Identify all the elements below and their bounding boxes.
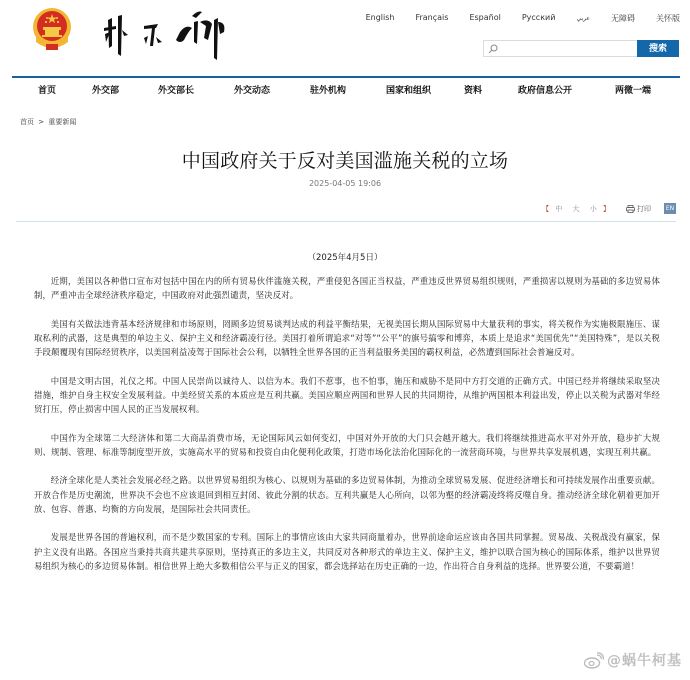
article-paragraph: 中国作为全球第二大经济体和第二大商品消费市场，无论国际风云如何变幻，中国对外开放的大门只会越开越大。我们将继续推进高水平对外开放，稳步扩大规则、规制、管理、标准等制度型开放，实施高水平的贸易和投资自由化便利化政策，打造市场化法治化国际化的一流营商环境，与世界共享发展机遇，实现互利共赢。 xyxy=(34,432,660,458)
english-version-button[interactable]: EN xyxy=(665,205,675,212)
weibo-icon xyxy=(584,652,604,669)
site-header xyxy=(0,0,690,82)
font-size-small[interactable]: 小 xyxy=(589,204,597,213)
bracket-open: 【 xyxy=(542,204,550,213)
article-divider xyxy=(16,221,676,222)
font-size-switcher xyxy=(542,204,610,214)
breadcrumb-home[interactable]: 首页 xyxy=(20,118,34,126)
watermark-text: @蜗牛柯基 xyxy=(607,653,682,669)
print-button[interactable] xyxy=(626,204,651,214)
printer-icon xyxy=(626,205,635,213)
language-bar xyxy=(345,13,680,24)
article-paragraph: 经济全球化是人类社会发展必经之路。以世界贸易组织为核心、以规则为基础的多边贸易体制，为推动全球贸易发展、促进经济增长和可持续发展作出重要贡献。开放合作是历史潮流，世界决不会也不应该退回到相互封闭、彼此分割的状态。互利共赢是人心所向，以邻为壑的经济霸凌终将反噬自身。推动经济全球化朝着更加开放、包容、普惠、均衡的方向发展，是国际社会共同责任。 xyxy=(34,475,660,515)
lang-spanish[interactable]: Español xyxy=(469,13,501,22)
lang-arabic[interactable]: عربي xyxy=(576,15,590,22)
article-tools xyxy=(542,203,676,214)
print-label: 打印 xyxy=(637,204,651,213)
lang-english[interactable]: English xyxy=(365,13,395,22)
breadcrumb-section[interactable]: 重要新闻 xyxy=(48,118,77,126)
font-size-medium[interactable]: 大 xyxy=(572,204,580,213)
accessibility-link[interactable]: 无障碍 xyxy=(611,14,635,23)
lang-french[interactable]: Français xyxy=(415,13,449,22)
nav-item-home[interactable]: 首页 xyxy=(38,86,57,96)
article-title: 中国政府关于反对美国滥施关税的立场 xyxy=(181,150,509,172)
article-dateline: （2025年4月5日） xyxy=(307,253,383,263)
article-body xyxy=(34,274,660,587)
nav-item-diplomatic-news[interactable]: 外交动态 xyxy=(234,86,271,96)
search-icon xyxy=(488,44,498,54)
article-paragraph: 发展是世界各国的普遍权利，而不是少数国家的专利。国际上的事情应该由大家共同商量着办，世界前途命运应该由各国共同掌握。贸易战、关税战没有赢家，保护主义没有出路。各国应当秉持共商共建共享原则，坚持真正的多边主义，共同反对各种形式的单边主义、保护主义，维护以联合国为核心的国际体系，维护以世界贸易组织为核心的多边贸易体制。相信世界上绝大多数相信公平与正义的国家，都会选择站在历史正确的一边，作出符合自身利益的选择。世界要公道，不要霸道！ xyxy=(34,532,660,572)
bracket-close: 】 xyxy=(603,204,610,213)
font-size-large[interactable]: 中 xyxy=(555,204,563,213)
nav-item-countries-organizations[interactable]: 国家和组织 xyxy=(386,86,432,96)
article-paragraph: 中国是文明古国，礼仪之邦。中国人民崇尚以诚待人、以信为本。我们不惹事，也不怕事，施压和威胁不是同中方打交道的正确方式。中国已经并将继续采取坚决措施，维护自身主权安全发展利益。中美经贸关系的本质应是互利共赢。美国应顺应两国和世界人民的共同期待，从维护两国根本利益出发，停止以关税为武器对华经贸打压，停止损害中国人民的正当发展权利。 xyxy=(34,375,660,415)
lang-russian[interactable]: Русский xyxy=(521,13,556,22)
nav-item-social-media[interactable]: 两微一端 xyxy=(615,86,652,96)
ministry-logo-calligraphy[interactable] xyxy=(100,4,240,62)
nav-item-government-info[interactable]: 政府信息公开 xyxy=(518,86,573,96)
breadcrumb xyxy=(20,117,76,127)
nav-item-missions-abroad[interactable]: 驻外机构 xyxy=(310,86,347,96)
search-button[interactable]: 搜索 xyxy=(637,40,679,57)
national-emblem-icon[interactable] xyxy=(32,6,72,52)
breadcrumb-separator: > xyxy=(38,118,45,126)
search-box xyxy=(483,40,679,57)
weibo-watermark xyxy=(584,650,682,670)
elderly-care-version-link[interactable]: 关怀版 xyxy=(656,14,680,23)
search-input[interactable] xyxy=(500,41,620,56)
article-paragraph: 美国有关做法违背基本经济规律和市场原则，罔顾多边贸易谈判达成的利益平衡结果，无视美国长期从国际贸易中大量获利的事实，将关税作为实施极限施压、谋取私利的武器，这是典型的单边主义、保护主义和经济霸凌行径。美国打着所谓追求“对等”“公平”的旗号搞零和博弈，本质上是追求“美国优先”“美国特殊”，是以关税手段颠覆现有国际经贸秩序，以美国利益凌驾于国际社会公利，以牺牲全世界各国的正当利益服务美国的霸权利益，必然遭到国际社会普遍反对。 xyxy=(34,318,660,358)
nav-item-resources[interactable]: 资料 xyxy=(464,86,483,96)
article-paragraph: 近期，美国以各种借口宣布对包括中国在内的所有贸易伙伴滥施关税，严重侵犯各国正当权益，严重违反世界贸易组织规则，严重损害以规则为基础的多边贸易体制，严重冲击全球经济秩序稳定，中国政府对此强烈谴责，坚决反对。 xyxy=(34,276,660,301)
nav-item-minister[interactable]: 外交部长 xyxy=(158,86,195,96)
publish-datetime: 2025-04-05 19:06 xyxy=(308,179,382,188)
nav-item-ministry[interactable]: 外交部 xyxy=(92,86,120,96)
main-nav xyxy=(12,78,680,100)
